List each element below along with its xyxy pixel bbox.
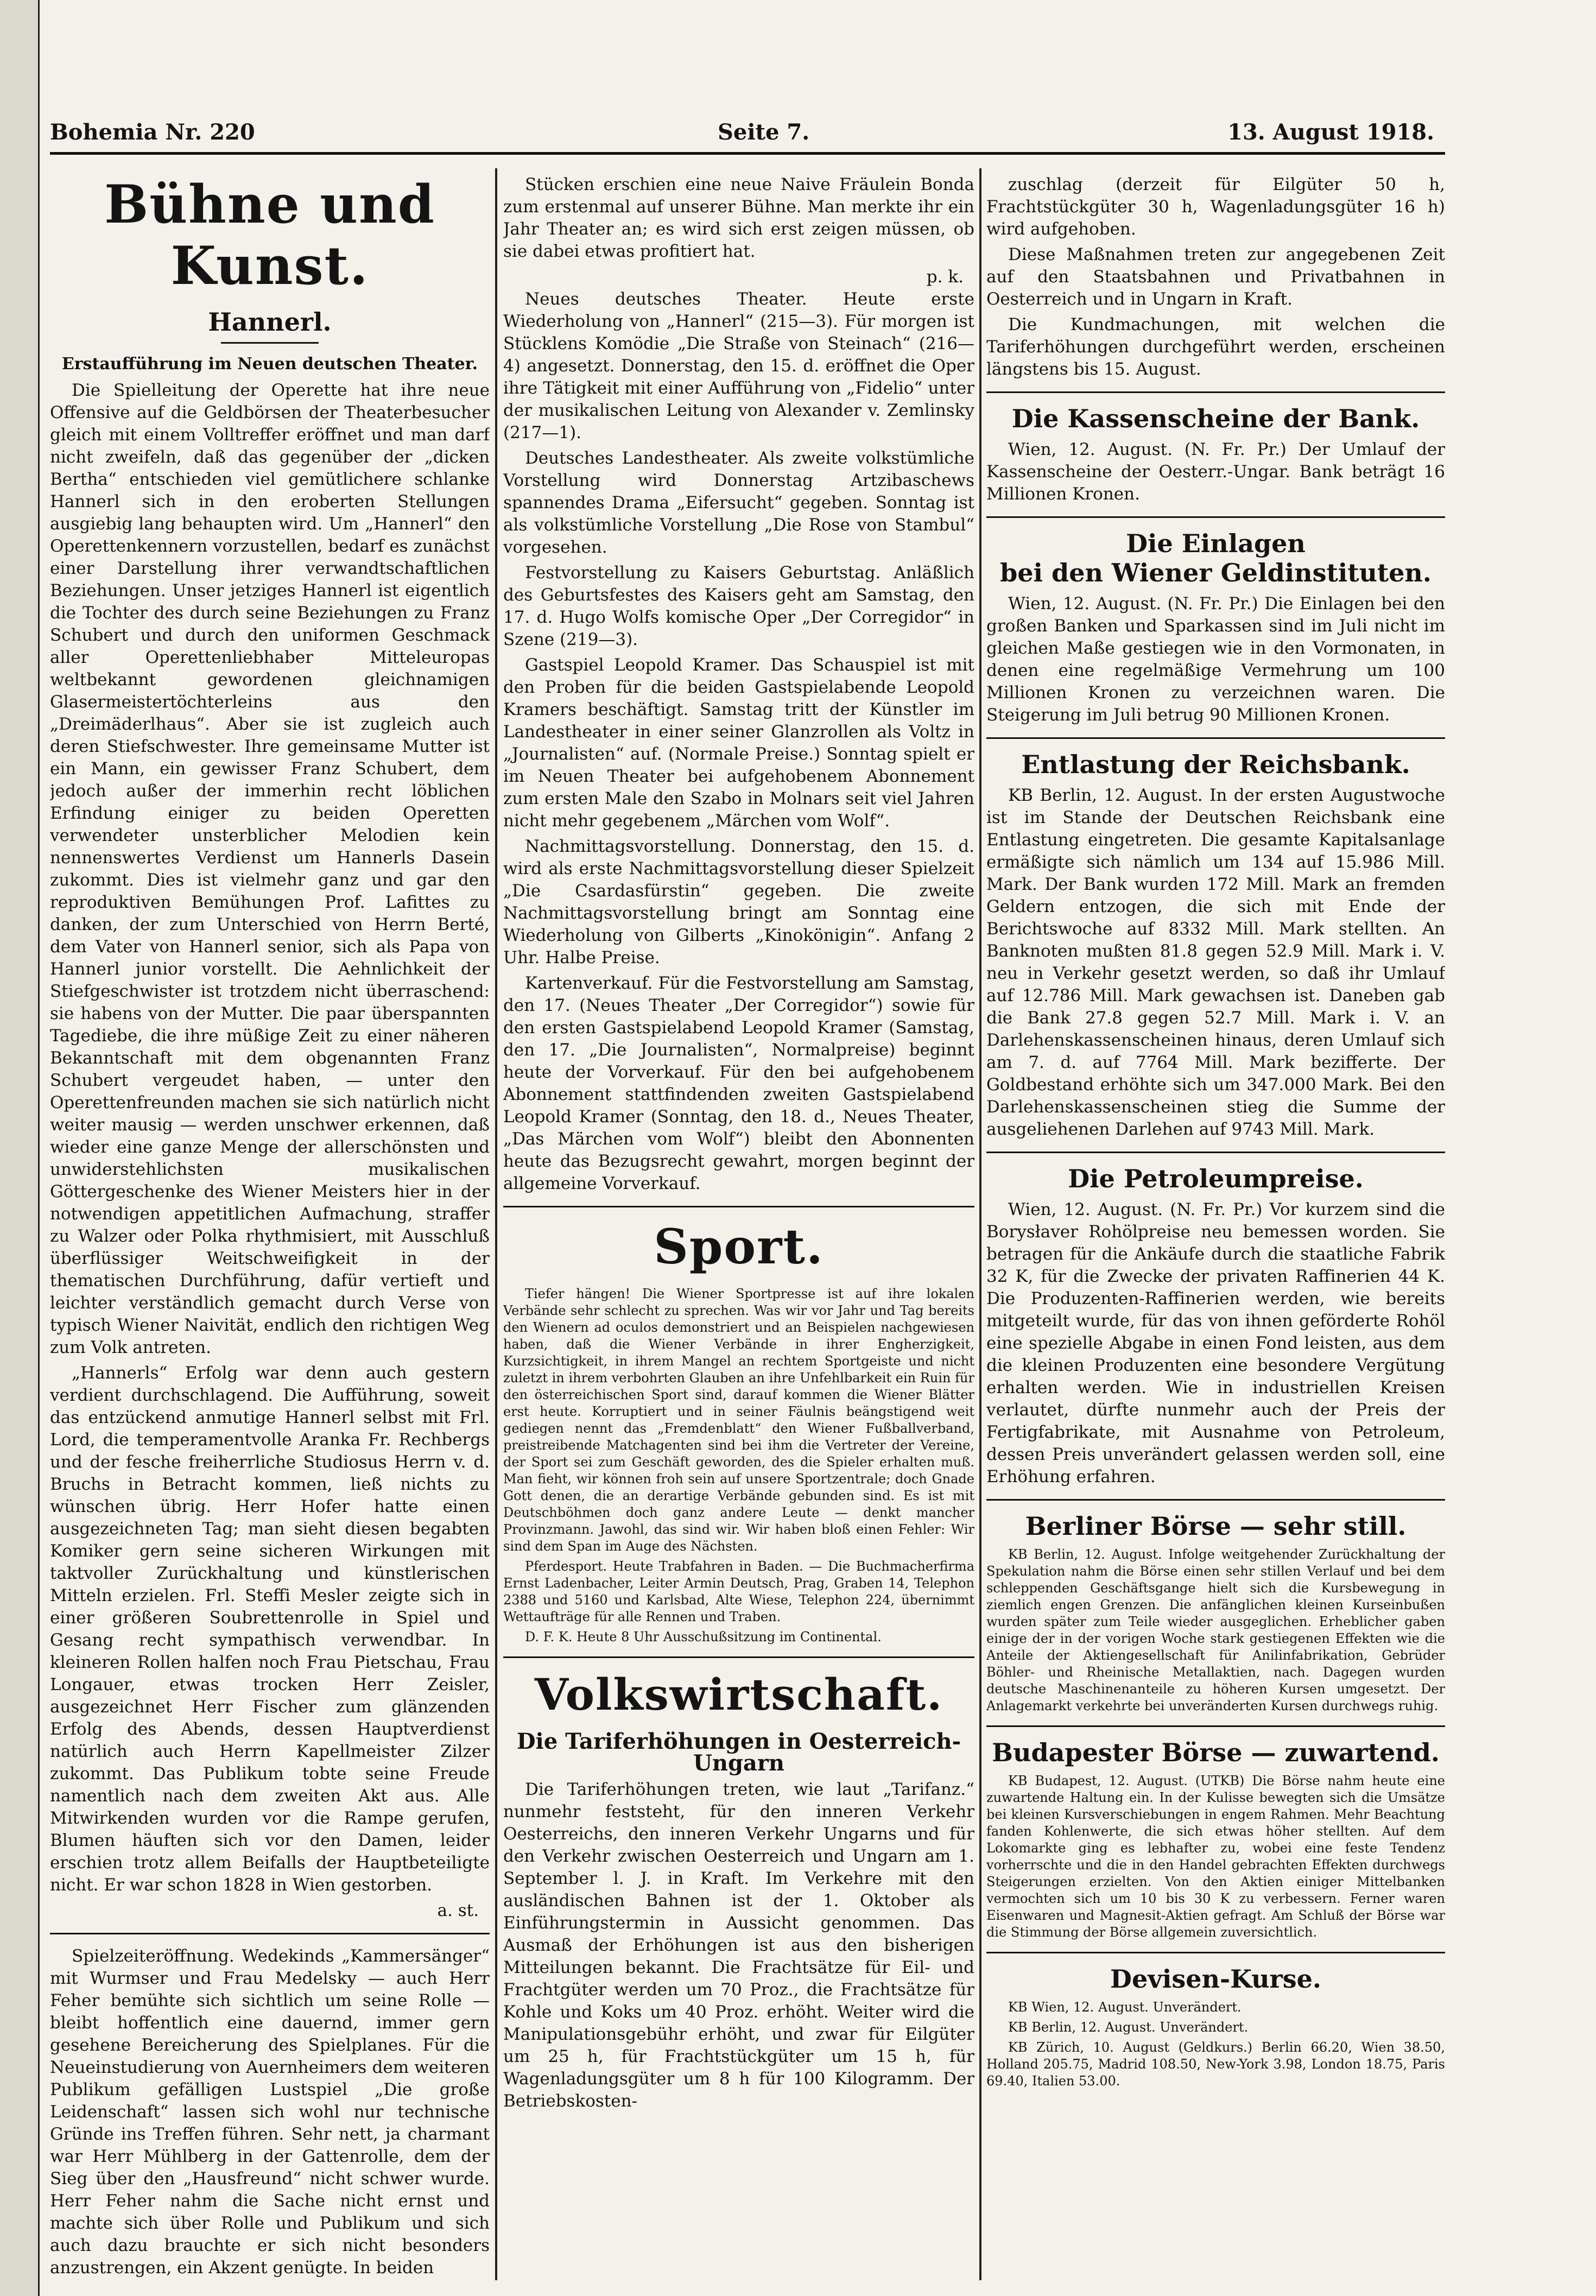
- divider: [221, 342, 319, 344]
- article-title: Hannerl.: [208, 307, 332, 337]
- article-signature: p. k.: [926, 267, 964, 287]
- article-subtitle: Die Tariferhöhungen in Oesterreich-Ungarn: [516, 1729, 961, 1776]
- article-paragraph: Wien, 12. August. (N. Fr. Pr.) Die Einlagen bei den großen Banken und Sparkassen sind im Juli nicht im gleichen Maße gestiegen wie in den Vormonaten, in denen eine regelmäßige Vermehrung um 100 Millionen Kronen zu verzeichnen waren. Die Steigerung im Juli betrug 90 Millionen Kronen.: [986, 594, 1445, 725]
- article-title: Budapester Börse — zuwartend.: [992, 1738, 1440, 1767]
- exchange-rate-line: KB Wien, 12. August. Unverändert.: [1008, 2000, 1242, 2015]
- header-issue: Bohemia Nr. 220: [50, 119, 255, 145]
- article-paragraph: Diese Maßnahmen treten zur angegebenen Zeit auf den Staatsbahnen und Privatbahnen in Oesterreich und in Ungarn in Kraft.: [986, 245, 1445, 309]
- exchange-rate-line: KB Zürich, 10. August (Geldkurs.) Berlin 66.20, Wien 38.50, Holland 205.75, Madrid 108.50, New-York 3.98, London 18.75, Paris 69.40, Italien 53.00.: [986, 2040, 1445, 2089]
- article-paragraph: Wien, 12. August. (N. Fr. Pr.) Vor kurzem sind die Borysłaver Rohölpreise neu bemessen worden. Sie betragen für die Ankäufe durch die staatliche Fabrik 32 K, für die Zwecke der privaten Raffinerien 44 K. Die Produzenten-Raffinerien werden, wie bereits mitgeteilt wurde, für das von ihnen geförderte Rohöl eine spezielle Abgabe in einen Fond leisten, aus dem die kleinen Produzenten eine besondere Vergütung erhalten werden. Wie in industriellen Kreisen verlautet, dürfte nunmehr auch der Preis der Fertigfabrikate, mit Ausnahme von Petroleum, dessen Preis unverändert gelassen werden soll, eine Erhöhung erfahren.: [986, 1200, 1445, 1487]
- divider: [503, 1206, 974, 1207]
- article-paragraph: KB Budapest, 12. August. (UTKB) Die Börse nahm heute eine zuwartende Haltung ein. In der Kulisse bewegten sich die Umsätze bei kleinen Kursverschiebungen in engem Rahmen. Mehr Beachtung fanden Kohlenwerte, die sich etwas höher stellten. Auf dem Lokomarkte ging es lebhafter zu, wobei eine feste Tendenz vorherrschte und die in den Handel gebrachten Effekten durchwegs Steigerungen erzielten. Von den Aktien einiger Mittelbanken vermochten sich um 10 bis 30 K zu verbessern. Ferner waren Eisenwaren und Magnesit-Aktien gefragt. Am Schluß der Börse war die Stimmung der Börse allgemein zuversichtlich.: [986, 1773, 1445, 1940]
- article-paragraph: Die Kundmachungen, mit welchen die Tariferhöhungen durchgeführt werden, erscheinen längstens bis 15. August.: [986, 315, 1445, 379]
- article-title: Die Petroleumpreise.: [1068, 1164, 1364, 1193]
- column-3: [986, 174, 1445, 2280]
- column-rule: [495, 168, 497, 2280]
- header-date: 13. August 1918.: [1227, 119, 1434, 145]
- article-paragraph: Wien, 12. August. (N. Fr. Pr.) Der Umlauf der Kassenscheine der Oesterr.-Ungar. Bank beträgt 16 Millionen Kronen.: [986, 440, 1445, 504]
- news-item: Deutsches Landestheater. Als zweite volkstümliche Vorstellung wird Donnerstag Artzibaschews spannendes Drama „Eifersucht“ gegeben. Sonntag ist als volkstümliche Vorstellung „Die Rose von Stambul“ vorgesehen.: [503, 448, 974, 557]
- column-2: [503, 174, 974, 2280]
- divider: [986, 1152, 1445, 1153]
- section-title-sport: Sport.: [654, 1218, 824, 1275]
- section-title: Bühne und Kunst.: [104, 174, 435, 296]
- news-item: D. F. K. Heute 8 Uhr Ausschußsitzung im Continental.: [525, 1629, 882, 1644]
- article-paragraph: Die Spielleitung der Operette hat ihre neue Offensive auf die Geldbörsen der Theaterbesucher gleich mit einem Volltreffer eröffnet und man darf nicht zweifeln, daß das gegenüber der „dicken Bertha“ entschieden viel gemütlichere schlanke Hannerl sich in den eroberten Stellungen ausgiebig lang behaupten wird. Um „Hannerl“ den Operettenkennern vorzustellen, bedarf es zunächst einer Darstellung ihrer verwandtschaftlichen Beziehungen. Unser jetziges Hannerl ist eigentlich die Tochter des durch seine Beziehungen zu Franz Schubert und durch den uniformen Geschmack aller Operettenliebhaber Mitteleuropas weltbekannt gewordenen gleichnamigen Glasermeistertöchterleins aus den „Dreimäderlhaus“. Aber sie ist zugleich auch deren Stiefschwester. Ihre gemeinsame Mutter ist ein Mann, ein gewisser Franz Schubert, dem jedoch außer der immerhin recht löblichen Erfindung einiger zu beiden Operetten verwendeter unsterblicher Melodien kein nennenswertes Verdienst um Hannerls Dasein zukommt. Dies ist vielmehr ganz und gar den reproduktiven Bemühungen Prof. Lafittes zu danken, der zum Unterschied von Herrn Berté, dem Vater von Hannerl senior, sich als Papa von Hannerl junior vorstellt. Die Aehnlichkeit der Stiefgeschwister ist trotzdem nicht überraschend: sie habens von der Mutter. Die paar überspannten Tagediebe, die ihre müßige Zeit zu einer näheren Bekanntschaft mit dem obgenannten Franz Schubert vergeudet haben, — unter den Operettenfreunden machen sie sich natürlich nicht weiter mausig — werden unschwer erkennen, daß wieder eine ganze Menge der allerschönsten und unwiderstehlichsten musikalischen Göttergeschenke des Wiener Meisters hier in der notwendigen appetitlichen Aufmachung, straffer zu Walzer oder Polka rhythmisiert, mit Ausschluß überflüssiger Weitschweifigkeit in der thematischen Durchführung, dafür vertieft und leichter verständlich gemacht durch Verse von typisch Wiener Naivität, endlich den richtigen Weg zum Volk antreten.: [50, 381, 490, 1357]
- news-item: Tiefer hängen! Die Wiener Sportpresse ist auf ihre lokalen Verbände sehr schlecht zu sprechen. Was wir vor Jahr und Tag bereits den Wienern ad oculos demonstriert und an Beispielen nachgewiesen haben, daß die Wiener Verbände in ihrer Engherzigkeit, Kurzsichtigkeit, in ihrem Mangel an rechtem Sportgeiste und nicht zuletzt in ihrem verbohrten Glauben an ihre Unfehlbarkeit ein Ruin für den österreichischen Sport sind, darauf kommen die Wiener Blätter erst heute. Korruptiert und in seiner Fäulnis beängstigend weit gediegen nennt das „Fremdenblatt“ den Wiener Fußballverband, preistreibende Matchagenten sind bei ihm die Vertreter der Vereine, der Sport sei zum Geschäft geworden, des die Spieler erhalten muß. Man fieht, wir können froh sein auf unsere Sportzentrale; doch Gnade Gott denen, die an derartige Verbände gebunden sind. Es ist mit Deutschböhmen doch ganz andere Leute — denkt mancher Provinzmann. Jawohl, das sind wir. Wir haben bloß einen Fehler: Wir sind dem Span im Auge des Nächsten.: [503, 1286, 974, 1554]
- article-title: Die Einlagen: [1126, 529, 1306, 558]
- news-item: Nachmittagsvorstellung. Donnerstag, den 15. d. wird als erste Nachmittagsvorstellung dieser Spielzeit „Die Csardasfürstin“ gegeben. Die zweite Nachmittagsvorstellung bringt am Sonntag eine Wiederholung von Gilberts „Kinokönigin“. Anfang 2 Uhr. Halbe Preise.: [503, 837, 974, 967]
- article-paragraph: „Hannerls“ Erfolg war denn auch gestern verdient durchschlagend. Die Aufführung, soweit das entzückend anmutige Hannerl selbst mit Frl. Lord, die temperamentvolle Aranka Fr. Rechbergs und der fesche freiherrliche Studiosus Herrn v. d. Bruchs in Betracht kommen, ließ nichts zu wünschen übrig. Herr Hofer hatte einen ausgezeichneten Tag; man sieht diesen begabten Komiker gern seine sicheren Wirkungen mit taktvoller Zurückhaltung und künstlerischen Mitteln erzielen. Frl. Steffi Mesler zeigte sich in einer größeren Soubrettenrolle in Spiel und Gesang recht sympathisch verwendbar. In kleineren Rollen halfen noch Frau Pietschau, Frau Longauer, etwas trocken Herr Zeisler, ausgezeichnet Herr Fischer zum glänzenden Erfolg des Abends, dessen Hauptverdienst natürlich auch Herrn Kapellmeister Zilzer zukommt. Das Publikum tobte seine Freude namentlich nach dem zweiten Akt aus. Alle Mitwirkenden wurden vor die Rampe gerufen, Blumen häuften sich vor den Damen, leider erschien trotz allem Beifalls der Hauptbeteiligte nicht. Er war schon 1828 in Wien gestorben.: [50, 1363, 490, 1895]
- article-title: Berliner Börse — sehr still.: [1025, 1511, 1407, 1541]
- divider: [986, 1952, 1445, 1953]
- divider: [986, 516, 1445, 518]
- section-title-economy: Volkswirtschaft.: [534, 1669, 943, 1720]
- divider: [986, 1725, 1445, 1727]
- divider: [986, 1499, 1445, 1501]
- news-item: Gastspiel Leopold Kramer. Das Schauspiel ist mit den Proben für die beiden Gastspielabende Leopold Kramers beschäftigt. Samstag tritt der Künstler im Landestheater in einer seiner Glanzrollen als Voltz in „Journalisten“ auf. (Normale Preise.) Sonntag spielt er im Neuen Theater bei aufgehobenem Abonnement zum ersten Male den Szabo in Molnars seit viel Jahren nicht mehr gegebenem „Märchen vom Wolf“.: [503, 655, 974, 831]
- article-paragraph: zuschlag (derzeit für Eilgüter 50 h, Frachtstückgüter 30 h, Wagenladungsgüter 16 h) wird aufgehoben.: [986, 175, 1445, 239]
- header-page-number: Seite 7.: [718, 119, 810, 145]
- article-title: Devisen-Kurse.: [1110, 1964, 1321, 1994]
- divider: [986, 737, 1445, 739]
- article-title: Die Kassenscheine der Bank.: [1011, 404, 1420, 433]
- divider: [986, 391, 1445, 393]
- news-item: Neues deutsches Theater. Heute erste Wiederholung von „Hannerl“ (215—3). Für morgen ist Stücklens Komödie „Die Straße von Steinach“ (216—4) angesetzt. Donnerstag, den 15. d. eröffnet die Oper ihre Tätigkeit mit einer Aufführung von „Fidelio“ unter der musikalischen Leitung von Alexander v. Zemlinsky (217—1).: [503, 289, 974, 442]
- article-paragraph: Spielzeiteröffnung. Wedekinds „Kammersänger“ mit Wurmser und Frau Medelsky — auch Herr Feher bemühte sich sichtlich um seine Rolle — bleibt hoffentlich eine dauernd, immer gern gesehene Bereicherung des Spielplanes. Für die Neueinstudierung von Auernheimers dem weiteren Publikum gefälligen Lustspiel „Die große Leidenschaft“ lassen sich wohl nur technische Gründe ins Treffen führen. Sehr nett, ja charmant war Herr Mühlberg in der Gattenrolle, dem der Sieg über den „Hausfreund“ nicht schwer wurde. Herr Feher nahm die Sache nicht ernst und machte sich über Rolle und Publikum und sich auch dazu brauchte er sich nicht besonders anzustrengen, ein Akzent genügte. In beiden: [50, 1946, 490, 2278]
- column-1: [50, 174, 490, 2280]
- article-subtitle: Erstaufführung im Neuen deutschen Theater.: [61, 355, 478, 374]
- adjacent-page-edge: [0, 0, 40, 2296]
- article-title: Entlastung der Reichsbank.: [1021, 750, 1410, 779]
- article-signature: a. st.: [437, 1901, 479, 1920]
- exchange-rate-line: KB Berlin, 12. August. Unverändert.: [1008, 2020, 1249, 2035]
- article-paragraph: KB Berlin, 12. August. Infolge weitgehender Zurückhaltung der Spekulation nahm die Börse einen sehr stillen Verlauf und bei dem schleppenden Geschäftsgange hielt sich die Kursbewegung in ziemlich engen Grenzen. Die anfänglichen kleinen Kurseinbußen wurden später zum Teile wieder ausgeglichen. Erheblicher gaben einige der in der vorigen Woche stark gestiegenen Effekten wie die Anteile der Aktiengesellschaft für Anilinfabrikation, Gebrüder Böhler- und Rheinische Metallaktien, nach. Dagegen wurden deutsche Maschinenanteile zu höheren Kursen umgesetzt. Der Anlagemarkt verkehrte bei unveränderten Kursen durchwegs ruhig.: [986, 1547, 1445, 1713]
- article-paragraph: KB Berlin, 12. August. In der ersten Augustwoche ist im Stande der Deutschen Reichsbank eine Entlastung eingetreten. Die gesamte Kapitalsanlage ermäßigte sich nämlich um 134 auf 15.986 Mill. Mark. Der Bank wurden 172 Mill. Mark an fremden Geldern entzogen, die sich mit Ende der Berichtswoche auf 8332 Mill. Mark stellten. An Banknoten mußten 81.8 gegen 52.9 Mill. Mark i. V. neu in Verkehr gesetzt werden, so daß ihr Umlauf auf 12.786 Mill. Mark gewachsen ist. Daneben gab die Bank 27.8 gegen 52.7 Mill. Mark i. V. an Darlehenskassenscheinen hinaus, deren Umlauf sich am 7. d. auf 7764 Mill. Mark bezifferte. Der Goldbestand erhöhte sich um 347.000 Mark. Bei den Darlehenskassenscheinen stieg die Summe der ausgeliehenen Darlehen auf 9743 Mill. Mark.: [986, 786, 1445, 1139]
- article-title-line2: bei den Wiener Geldinstituten.: [1000, 558, 1432, 587]
- news-item: Festvorstellung zu Kaisers Geburtstag. Anläßlich des Geburtsfestes des Kaisers geht am Samstag, den 17. d. Hugo Wolfs komische Oper „Der Corregidor“ in Szene (219—3).: [503, 563, 974, 649]
- divider: [503, 1656, 974, 1658]
- divider: [50, 1933, 490, 1934]
- news-item: Kartenverkauf. Für die Festvorstellung am Samstag, den 17. (Neues Theater „Der Corregidor“) sowie für den ersten Gastspielabend Leopold Kramer (Samstag, den 17. „Die Journalisten“, Normalpreise) beginnt heute der Vorverkauf. Für den bei aufgehobenem Abonnement stattfindenden zweiten Gastspielabend Leopold Kramer (Sonntag, den 18. d., Neues Theater, „Das Märchen vom Wolf“) bleibt den Abonnenten heute das Bezugsrecht gewahrt, morgen beginnt der allgemeine Vorverkauf.: [503, 973, 974, 1193]
- article-paragraph: Stücken erschien eine neue Naive Fräulein Bonda zum erstenmal auf unserer Bühne. Man merkte ihr ein Jahr Theater an; es wird sich erst zeigen müssen, ob sie dabei etwas profitiert hat.: [503, 175, 974, 261]
- article-paragraph: Die Tariferhöhungen treten, wie laut „Tarifanz.“ nunmehr feststeht, für den inneren Verkehr Oesterreichs, den inneren Verkehr Ungarns und für den Verkehr zwischen Oesterreich und Ungarn am 1. September l. J. in Kraft. Im Verkehre mit den ausländischen Bahnen ist der 1. Oktober als Einführungstermin in Aussicht genommen. Das Ausmaß der Erhöhungen ist aus den bisherigen Mitteilungen bekannt. Die Frachtsätze für Eil- und Frachtgüter werden um 70 Proz., die Frachtsätze für Kohle und Koks um 40 Proz. erhöht. Weiter wird die Manipulationsgebühr erhöht, und zwar für Eilgüter um 25 h, für Frachtstückgüter um 15 h, für Wagenladungsgüter um 8 h für 100 Kilogramm. Der Betriebskosten-: [503, 1780, 974, 2111]
- column-rule: [979, 168, 981, 2280]
- page-header: [50, 109, 1445, 155]
- news-item: Pferdesport. Heute Trabfahren in Baden. — Die Buchmacherfirma Ernst Ladenbacher, Leiter Armin Deutsch, Prag, Graben 14, Telephon 2388 und 5160 und Karlsbad, Alte Wiese, Telephon 224, übernimmt Wettaufträge für alle Rennen und Traben.: [503, 1559, 974, 1624]
